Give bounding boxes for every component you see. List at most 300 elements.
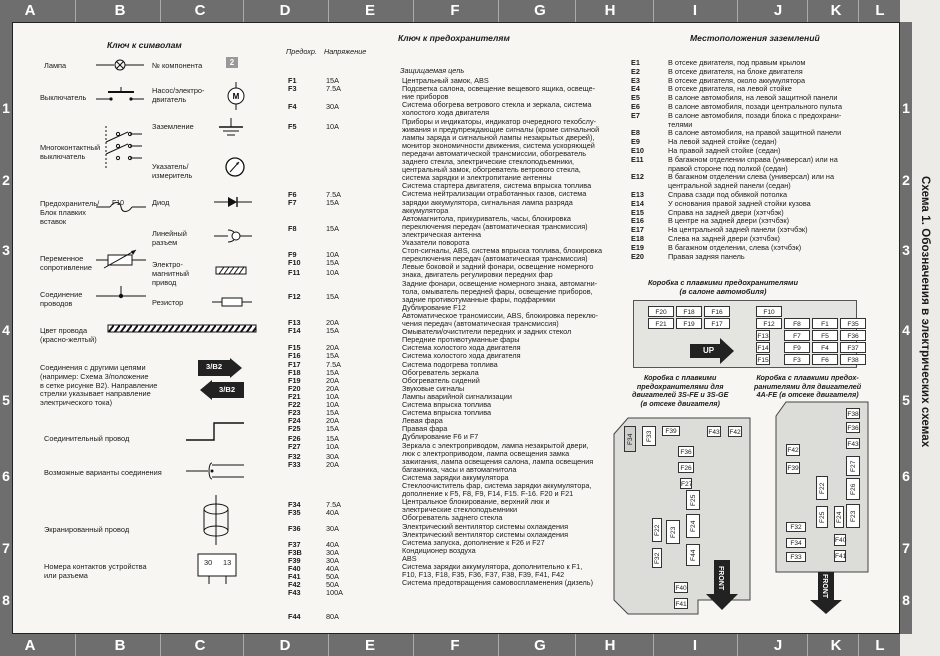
fuse-rating: 7.5A — [326, 190, 342, 199]
legend-resistor: Резистор — [152, 298, 184, 307]
row-label: 7 — [902, 540, 910, 556]
fuse-slot: F21 — [648, 318, 674, 329]
fuse-rating: 30A — [326, 556, 339, 565]
ground-icon — [216, 118, 246, 138]
fuse-slot: F26 — [846, 478, 860, 500]
solenoid-icon — [214, 266, 250, 276]
cross-ref-label-2: 3/B2 — [219, 385, 236, 394]
grounds-title: Местоположения заземлений — [690, 33, 820, 43]
fuse-col-header: Предохр. — [286, 47, 317, 56]
fuse-id: F33 — [288, 460, 301, 469]
fuse-id: F8 — [288, 224, 297, 233]
fuse-id: F15 — [288, 343, 301, 352]
column-label: F — [450, 2, 460, 19]
legend-multi-switch: Многоконтактный выключатель — [40, 143, 101, 161]
circuit-line: Приборы и индикаторы, индикатор очередного техобслу- — [402, 116, 597, 126]
circuit-col-header: Защищаемая цепь — [400, 66, 465, 75]
column-label: G — [534, 2, 546, 19]
column-label: D — [279, 637, 291, 654]
fuse-slot: F20 — [648, 306, 674, 317]
ground-location: правой стороне под полкой (седан) — [668, 163, 788, 173]
column-divider — [858, 634, 859, 656]
fuse-rating: 15A — [326, 224, 339, 233]
fuse-slot: F39 — [786, 462, 800, 474]
ground-id: E19 — [631, 242, 644, 252]
fuse-id: F41 — [288, 572, 301, 581]
fuse-id: F9 — [288, 250, 297, 259]
circuit-line: Дублирование F12 — [402, 302, 466, 312]
fuse-rating: 30A — [326, 102, 339, 111]
multi-switch-icon — [104, 124, 144, 170]
row-label: 5 — [2, 392, 10, 408]
column-label: E — [364, 2, 375, 19]
circuit-line: Система предотвращения самовоспламенения (дизель) — [402, 578, 594, 588]
fuse-id: F24 — [288, 416, 301, 425]
fuse-slot: F23 — [666, 520, 680, 544]
column-label: H — [604, 2, 616, 19]
legend-variable-res: Переменное сопротивление — [40, 254, 92, 272]
legend-wire-join: Соединение проводов — [40, 290, 83, 308]
fuse-slot: F6 — [812, 354, 838, 365]
ground-location: В отсеке двигателя, на левой стойке — [668, 84, 792, 94]
fuse-slot: F24 — [686, 514, 700, 538]
fuse-slot: F4 — [812, 342, 838, 353]
circuit-line: аккумулятора — [402, 205, 449, 215]
row-label: 3 — [2, 242, 10, 258]
circuit-line: живания и предупреждающие сигналы (кроме сигнальной — [402, 124, 600, 134]
fuse-id: F27 — [288, 442, 301, 451]
fuse-slot: F10 — [756, 306, 782, 317]
ground-id: E6 — [631, 102, 640, 111]
lamp-icon — [96, 58, 146, 72]
fuse-slot: F23 — [846, 504, 860, 528]
fuse-id: F35 — [288, 508, 301, 517]
ground-location: Справа сзади под обивкой потолка — [668, 190, 788, 199]
column-ruler-bottom — [0, 634, 900, 656]
column-label: G — [534, 637, 546, 654]
circuit-line: Передние противотуманные фары — [402, 335, 520, 345]
ground-id: E18 — [631, 234, 644, 243]
fuse-slot: F40 — [674, 582, 688, 593]
column-label: A — [24, 2, 36, 19]
fuse-rating: 40A — [326, 540, 339, 549]
circuit-line: Система холостого хода двигателя — [402, 343, 521, 353]
circuit-line: Система холостого хода двигателя — [402, 351, 521, 361]
fuse-id: F25 — [288, 424, 301, 433]
legend-connector: Линейный разъем — [152, 229, 187, 247]
circuit-line: Система зарядки аккумулятора, дополнительно к F1, — [402, 562, 583, 571]
fuse-id: F5 — [288, 122, 297, 131]
column-label: C — [194, 637, 206, 654]
pin-a: 30 — [204, 558, 213, 567]
circuit-line: Система нейтрализации отработанных газов, система — [402, 189, 587, 199]
ground-id: E7 — [631, 110, 640, 120]
legend-gauge: Указатель/ измеритель — [152, 162, 193, 180]
legend-solenoid: Электро- магнитный привод — [152, 260, 190, 287]
row-ruler-left — [0, 22, 12, 634]
ground-location: Справа на задней двери (хэтчбэк) — [668, 207, 784, 217]
fuse-slot: F22 — [816, 476, 828, 500]
fuse-rating: 15A — [326, 424, 339, 433]
row-label: 3 — [902, 242, 910, 258]
fuse-rating: 15A — [326, 368, 339, 377]
ground-id: E9 — [631, 137, 640, 147]
circuit-line: Обогреватель зеркала — [402, 367, 479, 377]
circuit-line: Электрический вентилятор системы охлаждения — [402, 529, 569, 539]
ground-id: E16 — [631, 216, 644, 226]
resistor-icon — [212, 295, 254, 309]
row-label: 4 — [2, 322, 10, 338]
side-title: Схема 1. Обозначения в электрических схемах — [919, 176, 931, 448]
fuse-slot: F38 — [846, 408, 860, 419]
ground-location: На левой задней стойке (седан) — [668, 137, 777, 147]
circuit-line: F10, F13, F18, F35, F36, F37, F38, F39, F41, F42 — [402, 570, 565, 580]
fuse-slot: F36 — [678, 446, 694, 457]
fuse-slot: F41 — [834, 550, 846, 562]
column-label: J — [773, 637, 783, 654]
circuit-line: ABS — [402, 553, 417, 563]
wire-join-icon — [96, 286, 148, 308]
circuit-line: электрические стеклоподъемники — [402, 505, 518, 515]
fuse-rating: 10A — [326, 400, 339, 409]
fuse-slot: F24 — [834, 506, 844, 528]
fuse-rating: 7.5A — [326, 500, 342, 509]
ground-location: В отсеке двигателя, на блоке двигателя — [668, 66, 803, 76]
circuit-line: люк с электроприводом, лампа освещения замка — [402, 448, 570, 458]
circuit-line: Стеклоочиститель фар, система зарядки аккумулятора, — [402, 481, 592, 490]
fuse-id: F43 — [288, 588, 301, 597]
fuse-slot: F38 — [840, 354, 866, 365]
column-divider — [498, 0, 499, 22]
alt-connections-icon — [186, 461, 246, 481]
legend-shielded: Экранированный провод — [44, 525, 130, 534]
circuit-line: Левые боковой и задний фонари, освещение номерного — [402, 262, 594, 272]
fuse-slot: F33 — [786, 552, 806, 562]
circuit-line: Автомагнитола, прикуриватель, часы, блокировка — [402, 213, 571, 223]
circuit-line: Задние фонари, освещение номерного знака, автомагни- — [402, 278, 598, 288]
fuse-rating: 40A — [326, 564, 339, 573]
ground-id: E1 — [631, 58, 640, 67]
fuse-slot: F35 — [840, 318, 866, 329]
column-divider — [413, 634, 414, 656]
column-label: L — [875, 637, 885, 654]
column-divider — [160, 634, 161, 656]
legend-pump-motor: Насос/электро- двигатель — [152, 86, 205, 104]
column-divider — [75, 634, 76, 656]
fuse-id: F44 — [288, 612, 301, 621]
circuit-line: ние приборов — [402, 92, 449, 102]
fuse-rating: 100A — [326, 588, 344, 597]
fuse-slot: F26 — [678, 462, 694, 473]
circuit-line: Кондиционер воздуха — [402, 545, 476, 555]
column-divider — [75, 0, 76, 22]
ground-location: В отсеке двигателя, под правым крылом — [668, 58, 806, 67]
fuse-rating: 10A — [326, 442, 339, 451]
fuse-rating: 40A — [326, 508, 339, 517]
circuit-line: заднего стекла, электрические стеклоподъемники, — [402, 157, 575, 166]
circuit-line: Указатели поворота — [402, 238, 470, 247]
circuit-line: электрическая антенна — [402, 229, 482, 239]
fuse-rating: 15A — [326, 434, 339, 443]
column-divider — [243, 0, 244, 22]
fuse-slot: F8 — [784, 318, 810, 329]
row-label: 6 — [2, 468, 10, 484]
fuse-id: F12 — [288, 292, 301, 301]
fuse-slot: F13 — [756, 330, 770, 341]
column-divider — [653, 0, 654, 22]
fuse-id: F20 — [288, 384, 301, 393]
fuse-id: F18 — [288, 368, 301, 377]
fuse-id: F36 — [288, 524, 301, 533]
ground-location: В салоне автомобиля, на правой защитной панели — [668, 128, 842, 138]
ground-location: На правой задней стойке (седан) — [668, 146, 781, 155]
fuse-rating: 30A — [326, 452, 339, 461]
circuit-line: Система подогрева топлива — [402, 359, 498, 369]
legend-lamp: Лампа — [44, 61, 67, 70]
diode-icon — [214, 195, 254, 209]
fuse-id: F26 — [288, 434, 301, 443]
column-label: E — [364, 637, 375, 654]
circuit-line: Дублирование F6 и F7 — [402, 432, 479, 442]
legend-wire-color: Цвет провода (красно-желтый) — [40, 326, 97, 344]
cabin-box-title: Коробка с плавкими предохранителями (в салоне автомобиля) — [648, 278, 798, 296]
component-badge: 2 — [226, 57, 238, 68]
column-divider — [807, 634, 808, 656]
ground-location: центральной задней панели (седан) — [668, 181, 791, 191]
ground-location: В багажном отделении, слева (хэтчбэк) — [668, 242, 802, 252]
circuit-line: дополнение к F5, F8, F9, F14, F15. F-16. F20 и F21 — [402, 489, 574, 499]
column-divider — [653, 634, 654, 656]
circuit-line: Система впрыска топлива — [402, 408, 492, 418]
row-label: 2 — [2, 172, 10, 188]
row-label: 1 — [2, 100, 10, 116]
fuse-slot: F15 — [756, 354, 770, 365]
fuse-rating: 15A — [326, 258, 339, 267]
ground-location: В отсеке двигателя, около аккумулятора — [668, 75, 806, 85]
column-divider — [328, 0, 329, 22]
pin-b: 13 — [223, 558, 232, 567]
box-4afe-title: Коробка с плавкими предох- ранителями для двигателей 4A-FE (в отсеке двигателя) — [754, 373, 862, 400]
fuse-rating: 7.5A — [326, 84, 342, 93]
fuse-slot: F40 — [834, 534, 846, 546]
fuse-id: F42 — [288, 580, 301, 589]
fuse-slot: F32 — [652, 548, 662, 568]
column-divider — [575, 634, 576, 656]
circuit-line: Зеркала с электроприводом, лампа незакрытой двери, — [402, 440, 589, 450]
fuse-slot: F12 — [756, 318, 782, 329]
circuit-line: Система стартера двигателя, система впрыска топлива — [402, 181, 592, 191]
ground-location: В багажном отделении слева (универсал) или на — [668, 172, 835, 182]
legend-pin-numbers: Номера контактов устройства или разъема — [44, 562, 147, 580]
fuse-rating: 20A — [326, 318, 339, 327]
ground-id: E15 — [631, 207, 644, 217]
legend-cross-ref: Соединения с другими цепями (например: Схема 3/положение в сетке рисунке В2). Направление стрелки указывает направление электрического тока) — [40, 363, 158, 408]
fuse-rating: 10A — [326, 122, 339, 131]
legend-alt-connections: Возможные варианты соединения — [44, 468, 162, 477]
legend-diode: Диод — [152, 198, 170, 207]
circuit-line: Автоматическое трансмиссии, ABS, блокировка переклю- — [402, 310, 599, 320]
circuit-line: Система зарядки аккумулятора — [402, 472, 509, 482]
column-divider — [413, 0, 414, 22]
fuse-rating: 50A — [326, 580, 339, 589]
fuse-rating: 50A — [326, 572, 339, 581]
cross-ref-label-1: 3/B2 — [206, 362, 223, 371]
fuse-slot: F18 — [676, 306, 702, 317]
fuse-id: F4 — [288, 102, 297, 111]
circuit-line: багажника, часы и автомагнитола — [402, 464, 517, 474]
fuse-id: F13 — [288, 318, 301, 327]
row-label: 4 — [902, 322, 910, 338]
fuse-slot: F34 — [624, 426, 636, 452]
ground-id: E11 — [631, 154, 644, 164]
ground-id: E13 — [631, 190, 644, 199]
column-divider — [807, 0, 808, 22]
column-label: B — [114, 2, 126, 19]
shielded-wire-icon — [196, 495, 236, 545]
column-divider — [243, 634, 244, 656]
column-label: H — [604, 637, 616, 654]
fuse-slot: F25 — [686, 490, 700, 510]
column-label: I — [692, 637, 698, 654]
column-label: J — [773, 2, 783, 19]
fuse-slot: F43 — [707, 426, 721, 437]
fuse-slot: F37 — [840, 342, 866, 353]
circuit-line: Система запуска, дополнение к F26 и F27 — [402, 537, 545, 547]
fuse-slot: F25 — [816, 506, 828, 528]
circuit-line: зарядки аккумулятора, сигнальная лампа разряда — [402, 197, 573, 207]
fuse-rating: 15A — [326, 408, 339, 417]
pin-connector-icon — [196, 552, 240, 586]
fuse-id: F6 — [288, 190, 297, 199]
fuse-id: F34 — [288, 500, 301, 509]
ground-id: E4 — [631, 84, 640, 94]
fuse-rating: 20A — [326, 343, 339, 352]
ground-location: В салоне автомобиля, позади центрального пульта — [668, 102, 843, 111]
ground-id: E14 — [631, 198, 644, 208]
fuse-id: F40 — [288, 564, 301, 573]
fuse-slot: F17 — [704, 318, 730, 329]
column-divider — [737, 634, 738, 656]
circuit-line: Правая фара — [402, 424, 448, 434]
fuse-slot: F16 — [704, 306, 730, 317]
column-label: C — [194, 2, 206, 19]
circuit-line: задние противотуманные фары, подфарники — [402, 294, 556, 304]
row-label: 2 — [902, 172, 910, 188]
fuse-id: F37 — [288, 540, 301, 549]
fuse-slot: F19 — [676, 318, 702, 329]
fuse-id: F7 — [288, 198, 297, 207]
circuit-line: Центральный замок, ABS — [402, 76, 489, 85]
fuse-id: F3 — [288, 84, 297, 93]
circuit-line: Стоп-сигналы, ABS, система впрыска топлива, блокировка — [402, 246, 603, 256]
fuse-id: F23 — [288, 408, 301, 417]
ground-id: E3 — [631, 75, 640, 85]
column-divider — [498, 634, 499, 656]
circuit-line: Система впрыска топлива — [402, 400, 492, 409]
fuse-id: F17 — [288, 360, 301, 369]
ground-id: E5 — [631, 93, 640, 103]
circuit-line: чения передач (автоматическая трансмиссия) — [402, 319, 559, 328]
circuit-line: Подсветка салона, освещение вещевого ящика, освеще- — [402, 84, 596, 94]
fuse-rating: 10A — [326, 392, 339, 401]
row-label: 5 — [902, 392, 910, 408]
rating-col-header: Напряжение — [324, 47, 367, 56]
row-label: 8 — [2, 592, 10, 608]
ground-location: В багажном отделении справа (универсал) или на — [668, 154, 838, 164]
ground-location: На центральной задней панели (хэтчбэк) — [668, 225, 808, 235]
fuse-rating: 30A — [326, 524, 339, 533]
ground-id: E17 — [631, 225, 644, 235]
fuse-id: F10 — [288, 258, 301, 267]
column-label: D — [279, 2, 291, 19]
fuse-slot: F1 — [812, 318, 838, 329]
fuse-id: F22 — [288, 400, 301, 409]
fuse-rating: 20A — [326, 384, 339, 393]
box-3sfe-title: Коробка с плавкими предохранителями для двигателей 3S-FE и 3S-GE (в отсеке двигателя) — [632, 373, 729, 408]
fuse-rating: 20A — [326, 416, 339, 425]
legend-component-no: № компонента — [152, 61, 203, 70]
column-label: K — [830, 637, 842, 654]
cabin-up-label: UP — [703, 346, 715, 355]
ground-location: В салоне автомобиля, на левой защитной панели — [668, 93, 838, 103]
column-divider — [160, 0, 161, 22]
circuit-line: переключения передач (автоматическая трансмиссия) — [402, 254, 588, 264]
fuse-key-title: Ключ к предохранителям — [398, 33, 510, 43]
fuse-id: F39 — [288, 556, 301, 565]
switch-icon — [96, 86, 146, 104]
ground-location: Слева на задней двери (хэтчбэк) — [668, 234, 780, 243]
ground-id: E8 — [631, 128, 640, 138]
ground-id: E2 — [631, 66, 640, 76]
column-divider — [328, 634, 329, 656]
fuse-rating: 15A — [326, 198, 339, 207]
column-divider — [858, 0, 859, 22]
fuse-rating: 10A — [326, 250, 339, 259]
fuse-slot: F36 — [840, 330, 866, 341]
ground-location: Правая задняя панель — [668, 251, 745, 261]
variable-resistor-icon — [96, 248, 148, 270]
legend-title: Ключ к символам — [107, 40, 182, 50]
fuse-rating: 10A — [326, 268, 339, 277]
column-ruler-top — [0, 0, 900, 22]
fuse-id: F14 — [288, 326, 301, 335]
circuit-line: Омыватели/очистители передних и задних стекол — [402, 327, 572, 337]
fuse-slot: F39 — [662, 426, 680, 436]
fuse-id: F1 — [288, 76, 297, 85]
column-label: F — [450, 637, 460, 654]
fuse-slot: F42 — [728, 426, 742, 437]
circuit-line: Левая фара — [402, 416, 443, 426]
gauge-icon — [224, 156, 246, 178]
fuse-example-label: F10 — [112, 200, 125, 207]
row-label: 8 — [902, 592, 910, 608]
circuit-line: тола, омыватель передней фары, освещение приборов, — [402, 286, 593, 296]
fuse-slot: F42 — [786, 444, 800, 456]
column-divider — [575, 0, 576, 22]
fuse-slot: F3 — [784, 354, 810, 365]
fuse-slot: F32 — [786, 522, 806, 532]
circuit-line: Электрический вентилятор системы охлаждения — [402, 521, 569, 531]
ground-id: E10 — [631, 146, 644, 155]
fuse-slot: F34 — [786, 538, 806, 548]
circuit-line: Обогреватель сидений — [402, 375, 480, 385]
circuit-line: Центральное блокирование, верхний люк и — [402, 497, 550, 507]
column-divider — [737, 0, 738, 22]
svg-text:M: M — [232, 92, 240, 101]
fuse-rating: 80A — [326, 612, 339, 621]
fuse-slot: F22 — [652, 518, 662, 542]
fuse-slot: F41 — [674, 598, 688, 609]
